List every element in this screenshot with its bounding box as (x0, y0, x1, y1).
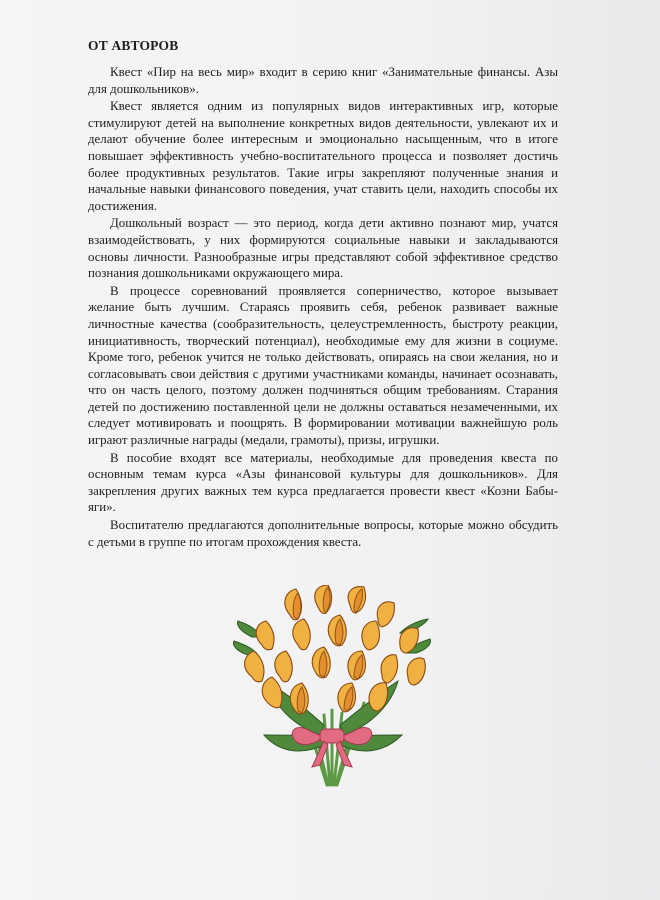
paragraph-1: Квест «Пир на весь мир» входит в серию книг «Занимательные финансы. Азы для дошкольников». (88, 65, 558, 96)
tulip-bouquet-icon (232, 585, 432, 790)
section-heading: ОТ АВТОРОВ (88, 38, 179, 53)
tulips (245, 585, 426, 714)
paragraph-5: В пособие входят все материалы, необходимые для проведения квеста по основным темам курса «Азы финансовой культуры для дошкольников». Для закрепления других важных тем курса предлагается провести квест «Козни Бабы-яги». (88, 450, 558, 515)
paragraph-6: Воспитателю предлагаются дополнительные вопросы, которые можно обсудить с детьми в группе по итогам прохождения квеста. (88, 518, 558, 549)
body-text (88, 64, 558, 550)
paragraph-3: Дошкольный возраст — это период, когда дети активно познают мир, учатся взаимодействовать, у них формируются социальные навыки и закладываются основы личности. Разнообразные игры представляют собой эффективное средство познания дошкольниками окружающего мира. (88, 216, 558, 281)
paragraph-4: В процессе соревнований проявляется соперничество, которое вызывает желание быть лучшим. Стараясь проявить себя, ребенок развивает важные личностные качества (сообразительность, целеустремленность, быстроту реакции, инициативность, творческий потенциал), необходимые ему для жизни в социуме. Кроме того, ребенок учится не только действовать, опираясь на свои желания, но и согласовывать свои действия с другими участниками команды, начинает осознавать, что он часть целого, поэтому должен подчиняться общим требованиям. Старания детей по достижению поставленной цели не должны оставаться незамеченными, их следует мотивировать и поощрять. В формировании мотивации важнейшую роль играют различные награды (медали, грамоты), призы, игрушки. (88, 283, 558, 448)
paragraph-2: Квест является одним из популярных видов интерактивных игр, которые стимулируют детей на выполнение конкретных видов деятельности, увлекают их и делают обучение более интересным и эмоционально насыщенным, что в итоге повышает эффективность учебно-воспитательного процесса и позволяет достичь более продуктивных результатов. Такие игры закрепляют полученные знания и начальные навыки финансового поведения, учат ставить цели, находить способы их достижения. (88, 99, 558, 213)
